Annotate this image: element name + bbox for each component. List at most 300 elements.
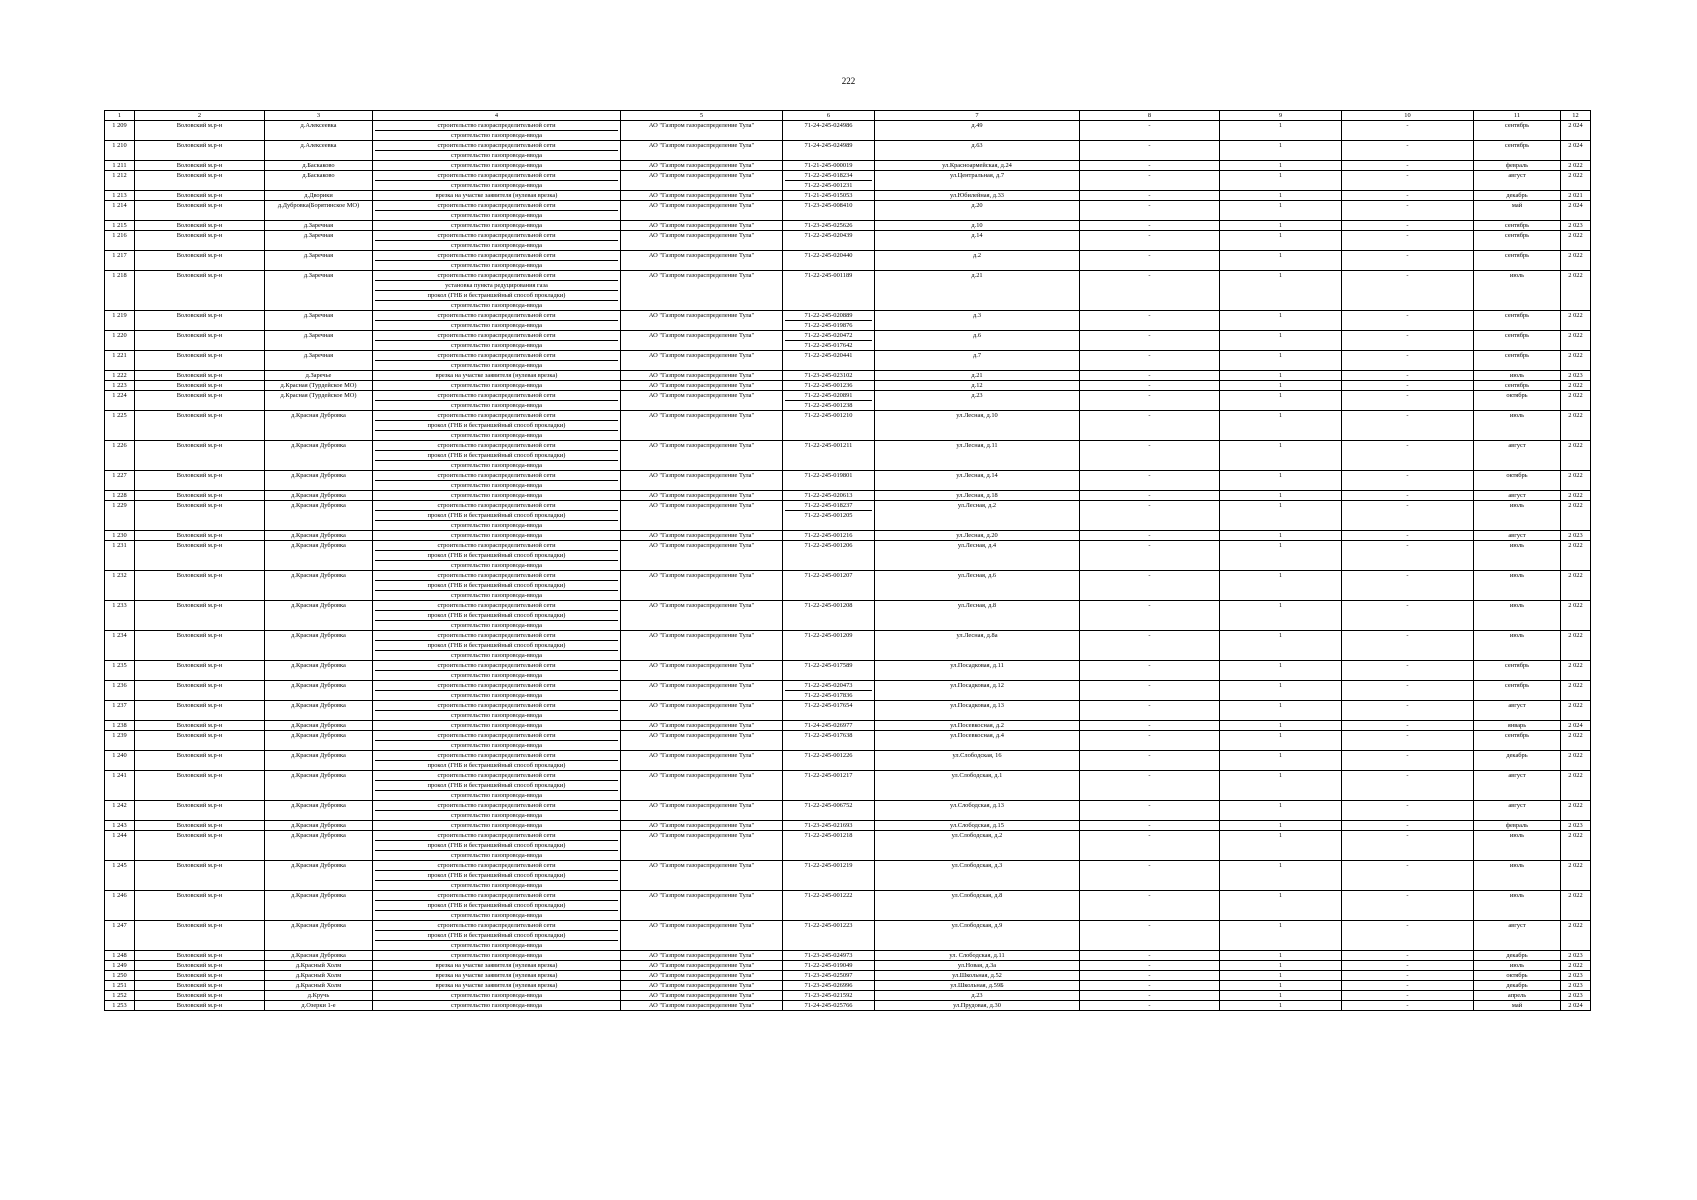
column-header: 6 <box>783 111 875 121</box>
works-cell <box>373 981 621 991</box>
code-cell <box>783 891 875 921</box>
column-header: 5 <box>621 111 783 121</box>
works-cell <box>373 491 621 501</box>
col8-cell: - <box>1080 141 1220 161</box>
table-row <box>105 821 1591 831</box>
col9-cell: 1 <box>1220 141 1342 161</box>
col9-cell: 1 <box>1220 751 1342 771</box>
district-cell: Воловский м.р-н <box>135 351 265 371</box>
code-cell <box>783 251 875 271</box>
address-cell: ул.Лесная, д.11 <box>875 441 1080 471</box>
code-cell <box>783 1001 875 1011</box>
col8-cell: - <box>1080 661 1220 681</box>
table-row <box>105 921 1591 951</box>
row-number-cell: 1 235 <box>105 661 135 681</box>
district-cell: Воловский м.р-н <box>135 731 265 751</box>
works-cell <box>373 541 621 571</box>
works-cell-line: строительство газораспределительной сети <box>437 732 556 739</box>
col9-cell: 1 <box>1220 921 1342 951</box>
organization-cell: АО "Газпром газораспределение Тула" <box>621 201 783 221</box>
table-row <box>105 171 1591 191</box>
works-cell-line: строительство газопровода-ввода <box>375 850 618 860</box>
code-cell-line: 71-22-245-019049 <box>804 962 853 969</box>
locality-cell: д.Красная Дубровка <box>265 531 373 541</box>
code-cell-line: 71-22-245-001238 <box>785 400 872 410</box>
works-cell <box>373 681 621 701</box>
address-cell: ул.Юбилейная, д.33 <box>875 191 1080 201</box>
month-cell: сентябрь <box>1474 381 1561 391</box>
district-cell: Воловский м.р-н <box>135 161 265 171</box>
address-cell: д.23 <box>875 991 1080 1001</box>
year-cell: 2 023 <box>1561 531 1591 541</box>
year-cell: 2 023 <box>1561 371 1591 381</box>
row-number-cell: 1 216 <box>105 231 135 251</box>
code-cell-line: 71-22-245-001206 <box>804 542 853 549</box>
code-cell <box>783 731 875 751</box>
col10-cell: - <box>1342 951 1474 961</box>
code-cell <box>783 531 875 541</box>
code-cell-line: 71-21-245-000019 <box>804 162 853 169</box>
works-cell-line: строительство газораспределительной сети <box>437 682 556 689</box>
works-cell <box>373 1001 621 1011</box>
year-cell: 2 022 <box>1561 171 1591 191</box>
col8-cell: - <box>1080 471 1220 491</box>
col8-cell: - <box>1080 861 1220 891</box>
district-cell: Воловский м.р-н <box>135 121 265 141</box>
column-header: 11 <box>1474 111 1561 121</box>
year-cell: 2 022 <box>1561 161 1591 171</box>
code-cell <box>783 821 875 831</box>
row-number-cell: 1 236 <box>105 681 135 701</box>
locality-cell: д.Красная Дубровка <box>265 571 373 601</box>
row-number-cell: 1 233 <box>105 601 135 631</box>
month-cell: февраль <box>1474 821 1561 831</box>
locality-cell: д.Заречная <box>265 221 373 231</box>
address-cell: ул.Лесная, д.14 <box>875 471 1080 491</box>
year-cell: 2 022 <box>1561 541 1591 571</box>
district-cell: Воловский м.р-н <box>135 311 265 331</box>
district-cell: Воловский м.р-н <box>135 201 265 221</box>
locality-cell: д.Заречная <box>265 351 373 371</box>
row-number-cell: 1 213 <box>105 191 135 201</box>
table-row <box>105 441 1591 471</box>
works-cell <box>373 411 621 441</box>
organization-cell: АО "Газпром газораспределение Тула" <box>621 311 783 331</box>
works-cell <box>373 471 621 491</box>
col10-cell: - <box>1342 631 1474 661</box>
organization-cell: АО "Газпром газораспределение Тула" <box>621 681 783 701</box>
year-cell: 2 022 <box>1561 771 1591 801</box>
month-cell: сентябрь <box>1474 121 1561 141</box>
works-cell-line: строительство газопровода-ввода <box>375 670 618 680</box>
row-number-cell: 1 252 <box>105 991 135 1001</box>
organization-cell: АО "Газпром газораспределение Тула" <box>621 191 783 201</box>
month-cell: апрель <box>1474 991 1561 1001</box>
year-cell: 2 024 <box>1561 141 1591 161</box>
code-cell <box>783 471 875 491</box>
address-cell: д.20 <box>875 201 1080 221</box>
col8-cell: - <box>1080 171 1220 191</box>
table-row <box>105 191 1591 201</box>
address-cell: ул.Лесная, д.6 <box>875 571 1080 601</box>
district-cell: Воловский м.р-н <box>135 571 265 601</box>
col8-cell: - <box>1080 491 1220 501</box>
table-row <box>105 721 1591 731</box>
col8-cell: - <box>1080 631 1220 661</box>
year-cell: 2 022 <box>1561 251 1591 271</box>
col8-cell: - <box>1080 701 1220 721</box>
code-cell-line: 71-22-245-019876 <box>785 320 872 330</box>
col10-cell: - <box>1342 441 1474 471</box>
table-row <box>105 731 1591 751</box>
works-cell <box>373 891 621 921</box>
works-cell <box>373 701 621 721</box>
works-cell-line: строительство газопровода-ввода <box>451 382 542 389</box>
organization-cell: АО "Газпром газораспределение Тула" <box>621 701 783 721</box>
table-row <box>105 271 1591 311</box>
code-cell-line: 71-22-245-019801 <box>804 472 853 479</box>
table-row <box>105 331 1591 351</box>
col8-cell: - <box>1080 371 1220 381</box>
district-cell: Воловский м.р-н <box>135 681 265 701</box>
year-cell: 2 022 <box>1561 631 1591 661</box>
year-cell: 2 022 <box>1561 381 1591 391</box>
locality-cell: д.Красная Дубровка <box>265 861 373 891</box>
locality-cell: д.Заречная <box>265 271 373 311</box>
table-row <box>105 861 1591 891</box>
col9-cell: 1 <box>1220 501 1342 531</box>
table-row <box>105 571 1591 601</box>
code-cell-line: 71-22-245-001218 <box>804 832 853 839</box>
col9-cell: 1 <box>1220 531 1342 541</box>
address-cell: ул.Лесная, д.10 <box>875 411 1080 441</box>
district-cell: Воловский м.р-н <box>135 411 265 441</box>
code-cell <box>783 971 875 981</box>
month-cell: сентябрь <box>1474 311 1561 331</box>
year-cell: 2 024 <box>1561 721 1591 731</box>
col8-cell: - <box>1080 961 1220 971</box>
works-cell-line: строительство газораспределительной сети <box>437 702 556 709</box>
works-cell-line: строительство газораспределительной сети <box>437 172 556 179</box>
organization-cell: АО "Газпром газораспределение Тула" <box>621 271 783 311</box>
row-number-cell: 1 240 <box>105 751 135 771</box>
works-cell-line: строительство газораспределительной сети <box>437 442 556 449</box>
organization-cell: АО "Газпром газораспределение Тула" <box>621 1001 783 1011</box>
code-cell-line: 71-24-245-024989 <box>804 142 853 149</box>
col9-cell: 1 <box>1220 631 1342 661</box>
col10-cell: - <box>1342 371 1474 381</box>
works-cell-line: строительство газопровода-ввода <box>375 880 618 890</box>
col10-cell: - <box>1342 161 1474 171</box>
organization-cell: АО "Газпром газораспределение Тула" <box>621 391 783 411</box>
year-cell: 2 022 <box>1561 271 1591 311</box>
col9-cell: 1 <box>1220 171 1342 191</box>
col9-cell: 1 <box>1220 331 1342 351</box>
district-cell: Воловский м.р-н <box>135 701 265 721</box>
month-cell: июль <box>1474 961 1561 971</box>
year-cell: 2 023 <box>1561 981 1591 991</box>
district-cell: Воловский м.р-н <box>135 471 265 491</box>
year-cell: 2 022 <box>1561 661 1591 681</box>
works-cell-line: строительство газопровода-ввода <box>375 810 618 820</box>
locality-cell: д.Красная Дубровка <box>265 661 373 681</box>
works-cell-line: строительство газопровода-ввода <box>375 130 618 140</box>
district-cell: Воловский м.р-н <box>135 391 265 411</box>
address-cell: ул.Центральная, д.7 <box>875 171 1080 191</box>
code-cell <box>783 351 875 371</box>
district-cell: Воловский м.р-н <box>135 141 265 161</box>
works-cell-line: строительство газопровода-ввода <box>375 560 618 570</box>
month-cell: август <box>1474 771 1561 801</box>
row-number-cell: 1 251 <box>105 981 135 991</box>
year-cell: 2 022 <box>1561 441 1591 471</box>
code-cell-line: 71-22-245-001222 <box>804 892 853 899</box>
col9-cell: 1 <box>1220 311 1342 331</box>
year-cell: 2 021 <box>1561 191 1591 201</box>
address-cell: ул.Лесная, д.2 <box>875 501 1080 531</box>
month-cell: август <box>1474 441 1561 471</box>
works-cell-line: врезка на участке заявителя (нулевая врезка) <box>435 192 558 199</box>
col8-cell: - <box>1080 951 1220 961</box>
works-cell-line: строительство газораспределительной сети <box>437 412 556 419</box>
locality-cell: д.Красная Дубровка <box>265 471 373 491</box>
district-cell: Воловский м.р-н <box>135 721 265 731</box>
col10-cell: - <box>1342 571 1474 601</box>
works-cell-line: строительство газораспределительной сети <box>437 202 556 209</box>
address-cell: д.49 <box>875 121 1080 141</box>
row-number-cell: 1 217 <box>105 251 135 271</box>
col8-cell: - <box>1080 891 1220 921</box>
col8-cell: - <box>1080 821 1220 831</box>
works-cell <box>373 161 621 171</box>
code-cell-line: 71-23-245-025626 <box>804 222 853 229</box>
district-cell: Воловский м.р-н <box>135 891 265 921</box>
address-cell: ул.Слободская, д.9 <box>875 921 1080 951</box>
works-cell <box>373 751 621 771</box>
code-cell <box>783 921 875 951</box>
works-cell <box>373 501 621 531</box>
works-cell-line: строительство газораспределительной сети <box>437 662 556 669</box>
row-number-cell: 1 214 <box>105 201 135 221</box>
code-cell-line: 71-23-245-008410 <box>804 202 853 209</box>
works-cell-line: врезка на участке заявителя (нулевая врезка) <box>435 982 558 989</box>
locality-cell: д.Красная Дубровка <box>265 681 373 701</box>
year-cell: 2 023 <box>1561 221 1591 231</box>
code-cell <box>783 961 875 971</box>
col9-cell: 1 <box>1220 971 1342 981</box>
district-cell: Воловский м.р-н <box>135 861 265 891</box>
header-row <box>105 111 1591 121</box>
row-number-cell: 1 218 <box>105 271 135 311</box>
year-cell: 2 022 <box>1561 391 1591 411</box>
district-cell: Воловский м.р-н <box>135 991 265 1001</box>
works-cell-line: строительство газопровода-ввода <box>375 340 618 350</box>
organization-cell: АО "Газпром газораспределение Тула" <box>621 631 783 661</box>
works-cell-line: строительство газораспределительной сети <box>437 122 556 129</box>
col10-cell: - <box>1342 601 1474 631</box>
district-cell: Воловский м.р-н <box>135 821 265 831</box>
month-cell: октябрь <box>1474 391 1561 411</box>
month-cell: декабрь <box>1474 981 1561 991</box>
year-cell: 2 022 <box>1561 921 1591 951</box>
month-cell: сентябрь <box>1474 141 1561 161</box>
row-number-cell: 1 244 <box>105 831 135 861</box>
code-cell-line: 71-22-245-017642 <box>785 340 872 350</box>
code-cell <box>783 831 875 861</box>
works-cell-line: строительство газопровода-ввода <box>451 952 542 959</box>
works-cell-line: строительство газопровода-ввода <box>375 150 618 160</box>
works-cell <box>373 371 621 381</box>
table-row <box>105 751 1591 771</box>
year-cell: 2 023 <box>1561 991 1591 1001</box>
col8-cell: - <box>1080 501 1220 531</box>
address-cell: ул.Слободская, 16 <box>875 751 1080 771</box>
col9-cell: 1 <box>1220 951 1342 961</box>
table-row <box>105 601 1591 631</box>
works-cell <box>373 961 621 971</box>
year-cell: 2 022 <box>1561 961 1591 971</box>
table-row <box>105 221 1591 231</box>
locality-cell: д.Красный Холм <box>265 961 373 971</box>
address-cell: ул.Посевкосная, д.4 <box>875 731 1080 751</box>
month-cell: июль <box>1474 371 1561 381</box>
month-cell: август <box>1474 531 1561 541</box>
district-cell: Воловский м.р-н <box>135 541 265 571</box>
locality-cell: д.Дворики <box>265 191 373 201</box>
code-cell-line: 71-22-245-017589 <box>804 662 853 669</box>
col10-cell: - <box>1342 771 1474 801</box>
year-cell: 2 022 <box>1561 601 1591 631</box>
column-header: 12 <box>1561 111 1591 121</box>
works-cell-line: установка пункта редуцирования газа <box>375 280 618 290</box>
table-row <box>105 391 1591 411</box>
address-cell: д.7 <box>875 351 1080 371</box>
col9-cell: 1 <box>1220 821 1342 831</box>
organization-cell: АО "Газпром газораспределение Тула" <box>621 121 783 141</box>
col9-cell: 1 <box>1220 471 1342 491</box>
organization-cell: АО "Газпром газораспределение Тула" <box>621 471 783 491</box>
col8-cell: - <box>1080 411 1220 441</box>
code-cell <box>783 721 875 731</box>
locality-cell: д.Кручь <box>265 991 373 1001</box>
table-row <box>105 381 1591 391</box>
row-number-cell: 1 221 <box>105 351 135 371</box>
col10-cell: - <box>1342 831 1474 861</box>
organization-cell: АО "Газпром газораспределение Тула" <box>621 891 783 921</box>
col10-cell: - <box>1342 1001 1474 1011</box>
col10-cell: - <box>1342 391 1474 411</box>
row-number-cell: 1 210 <box>105 141 135 161</box>
col8-cell: - <box>1080 771 1220 801</box>
address-cell: д.21 <box>875 371 1080 381</box>
row-number-cell: 1 237 <box>105 701 135 721</box>
year-cell: 2 022 <box>1561 311 1591 331</box>
organization-cell: АО "Газпром газораспределение Тула" <box>621 751 783 771</box>
address-cell: ул.Красноармейская, д.24 <box>875 161 1080 171</box>
address-cell: ул.Слободская, д.13 <box>875 801 1080 821</box>
works-cell-line: врезка на участке заявителя (нулевая врезка) <box>435 972 558 979</box>
works-cell-line: врезка на участке заявителя (нулевая врезка) <box>435 372 558 379</box>
address-cell: д.14 <box>875 231 1080 251</box>
table-row <box>105 141 1591 161</box>
col10-cell: - <box>1342 731 1474 751</box>
table-row <box>105 771 1591 801</box>
address-cell: ул.Лесная, д.20 <box>875 531 1080 541</box>
col10-cell: - <box>1342 681 1474 701</box>
table-row <box>105 231 1591 251</box>
works-cell <box>373 661 621 681</box>
code-cell <box>783 391 875 411</box>
organization-cell: АО "Газпром газораспределение Тула" <box>621 501 783 531</box>
works-cell-line: строительство газораспределительной сети <box>437 892 556 899</box>
works-cell <box>373 351 621 371</box>
col10-cell: - <box>1342 381 1474 391</box>
works-cell-line: строительство газораспределительной сети <box>437 602 556 609</box>
locality-cell: д.Красная (Турдейское МО) <box>265 391 373 411</box>
works-cell <box>373 601 621 631</box>
col8-cell: - <box>1080 601 1220 631</box>
table-row <box>105 161 1591 171</box>
col9-cell: 1 <box>1220 541 1342 571</box>
works-cell-line: строительство газопровода-ввода <box>375 400 618 410</box>
address-cell: ул.Слободская, д.3 <box>875 861 1080 891</box>
col9-cell: 1 <box>1220 121 1342 141</box>
col8-cell: - <box>1080 751 1220 771</box>
locality-cell: д.Красная Дубровка <box>265 541 373 571</box>
code-cell-line: 71-22-245-020891 <box>804 392 853 399</box>
district-cell: Воловский м.р-н <box>135 981 265 991</box>
address-cell: д.63 <box>875 141 1080 161</box>
row-number-cell: 1 238 <box>105 721 135 731</box>
column-header: 3 <box>265 111 373 121</box>
month-cell: январь <box>1474 721 1561 731</box>
works-cell-line: строительство газопровода-ввода <box>375 210 618 220</box>
address-cell: ул.Слободская, д.1 <box>875 771 1080 801</box>
organization-cell: АО "Газпром газораспределение Тула" <box>621 491 783 501</box>
works-cell <box>373 821 621 831</box>
col9-cell: 1 <box>1220 771 1342 801</box>
works-cell-line: прокол (ГНБ и бестраншейный способ прокладки) <box>375 610 618 620</box>
col10-cell: - <box>1342 411 1474 441</box>
works-cell <box>373 171 621 191</box>
col8-cell: - <box>1080 161 1220 171</box>
col10-cell: - <box>1342 801 1474 821</box>
works-cell-line: строительство газопровода-ввода <box>451 822 542 829</box>
col10-cell: - <box>1342 821 1474 831</box>
month-cell: август <box>1474 701 1561 721</box>
code-cell-line: 71-22-245-001207 <box>804 572 853 579</box>
col10-cell: - <box>1342 351 1474 371</box>
district-cell: Воловский м.р-н <box>135 331 265 351</box>
works-cell-line: строительство газораспределительной сети <box>437 272 556 279</box>
locality-cell: д.Красная Дубровка <box>265 821 373 831</box>
table-row <box>105 501 1591 531</box>
code-cell <box>783 681 875 701</box>
code-cell <box>783 861 875 891</box>
table-row <box>105 981 1591 991</box>
locality-cell: д.Красная Дубровка <box>265 701 373 721</box>
table-row <box>105 1001 1591 1011</box>
works-cell-line: строительство газопровода-ввода <box>375 690 618 700</box>
code-cell <box>783 661 875 681</box>
works-cell <box>373 121 621 141</box>
code-cell-line: 71-22-245-001205 <box>785 510 872 520</box>
code-cell <box>783 371 875 381</box>
year-cell: 2 024 <box>1561 121 1591 141</box>
address-cell: д.10 <box>875 221 1080 231</box>
code-cell-line: 71-23-245-021592 <box>804 992 853 999</box>
col8-cell: - <box>1080 121 1220 141</box>
